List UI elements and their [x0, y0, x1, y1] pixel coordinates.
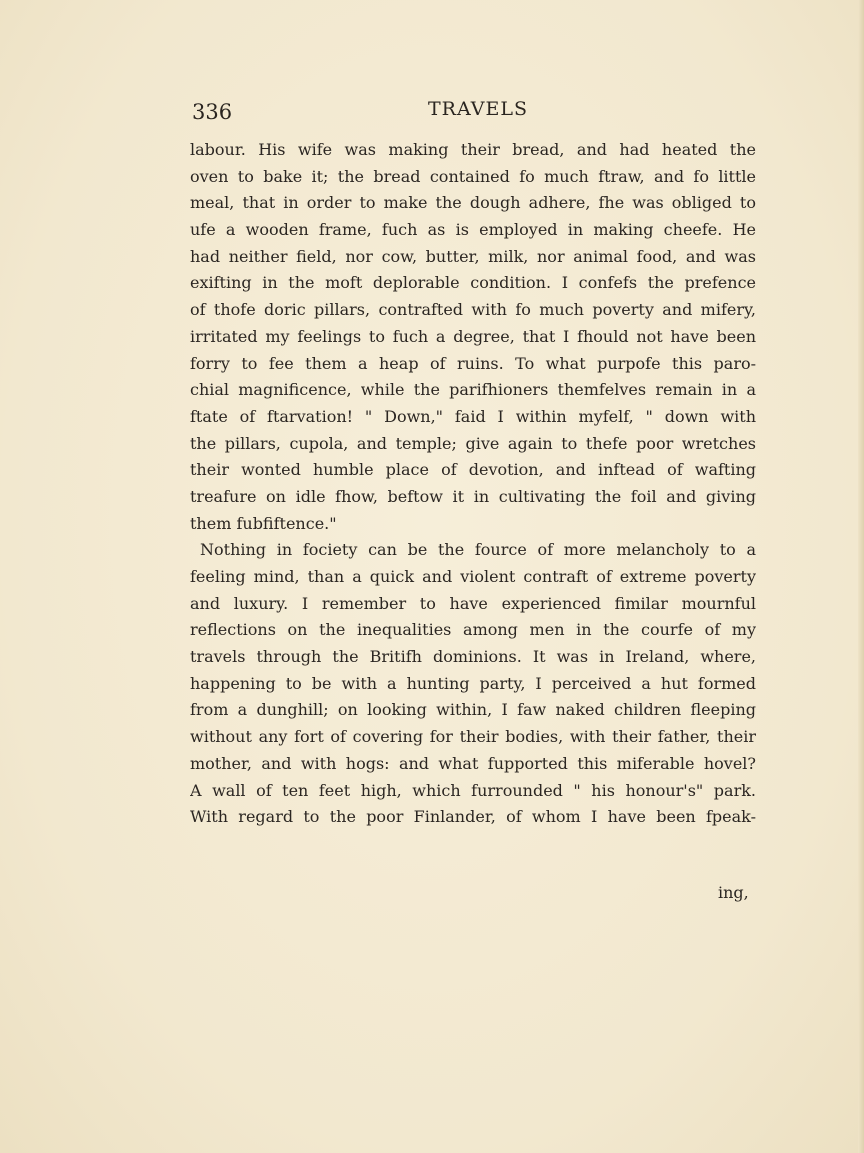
- text-line: irritated my feelings to fuch a degree, that I fhould not have been: [190, 326, 756, 346]
- page-number: 336: [192, 100, 233, 124]
- text-line: of thofe doric pillars, contrafted with fo much poverty and mifery,: [190, 300, 756, 320]
- page-edge: [858, 0, 864, 1153]
- text-line: and luxury. I remember to have experienced fimilar mournful: [190, 593, 756, 613]
- text-line: mother, and with hogs: and what fupported this miferable hovel?: [190, 753, 756, 773]
- text-line: treafure on idle fhow, beftow it in cultivating the foil and giving: [190, 486, 756, 506]
- text-line: meal, that in order to make the dough adhere, fhe was obliged to: [190, 193, 756, 213]
- text-line: reflections on the inequalities among men in the courfe of my: [190, 620, 756, 640]
- text-line: happening to be with a hunting party, I perceived a hut formed: [190, 673, 756, 693]
- text-line: With regard to the poor Finlander, of whom I have been fpeak-: [190, 807, 756, 827]
- catchword: ing,: [718, 883, 749, 902]
- text-line: ufe a wooden frame, fuch as is employed in making cheefe. He: [190, 220, 756, 240]
- text-line: the pillars, cupola, and temple; give again to thefe poor wretches: [190, 433, 756, 453]
- running-head: TRAVELS: [428, 98, 528, 120]
- paragraph-end-line: them fubfiftence.": [190, 513, 337, 533]
- page-header: [190, 96, 756, 126]
- text-line: had neither field, nor cow, butter, milk, nor animal food, and was: [190, 246, 756, 266]
- text-line: feeling mind, than a quick and violent contraft of extreme poverty: [190, 567, 756, 586]
- text-line: labour. His wife was making their bread, and had heated the: [190, 140, 756, 159]
- text-line: from a dunghill; on looking within, I faw naked children fleeping: [190, 700, 756, 720]
- text-line: A wall of ten feet high, which furrounded " his honour's" park.: [190, 780, 756, 800]
- text-line: their wonted humble place of devotion, and inftead of wafting: [190, 460, 756, 480]
- text-line: oven to bake it; the bread contained fo much ftraw, and fo little: [190, 166, 756, 186]
- body-text: [190, 137, 756, 831]
- text-line: ftate of ftarvation! " Down," faid I within myfelf, " down with: [190, 406, 756, 426]
- text-line: chial magnificence, while the parifhioners themfelves remain in a: [190, 380, 756, 400]
- text-line: without any fort of covering for their bodies, with their father, their: [190, 727, 756, 747]
- text-line: exifting in the moft deplorable condition. I confefs the prefence: [190, 273, 756, 293]
- text-line: forry to fee them a heap of ruins. To what purpofe this paro-: [190, 353, 756, 373]
- paragraph-start-line: Nothing in fociety can be the fource of more melancholy to a: [200, 540, 756, 560]
- text-line: travels through the Britifh dominions. It was in Ireland, where,: [190, 647, 756, 667]
